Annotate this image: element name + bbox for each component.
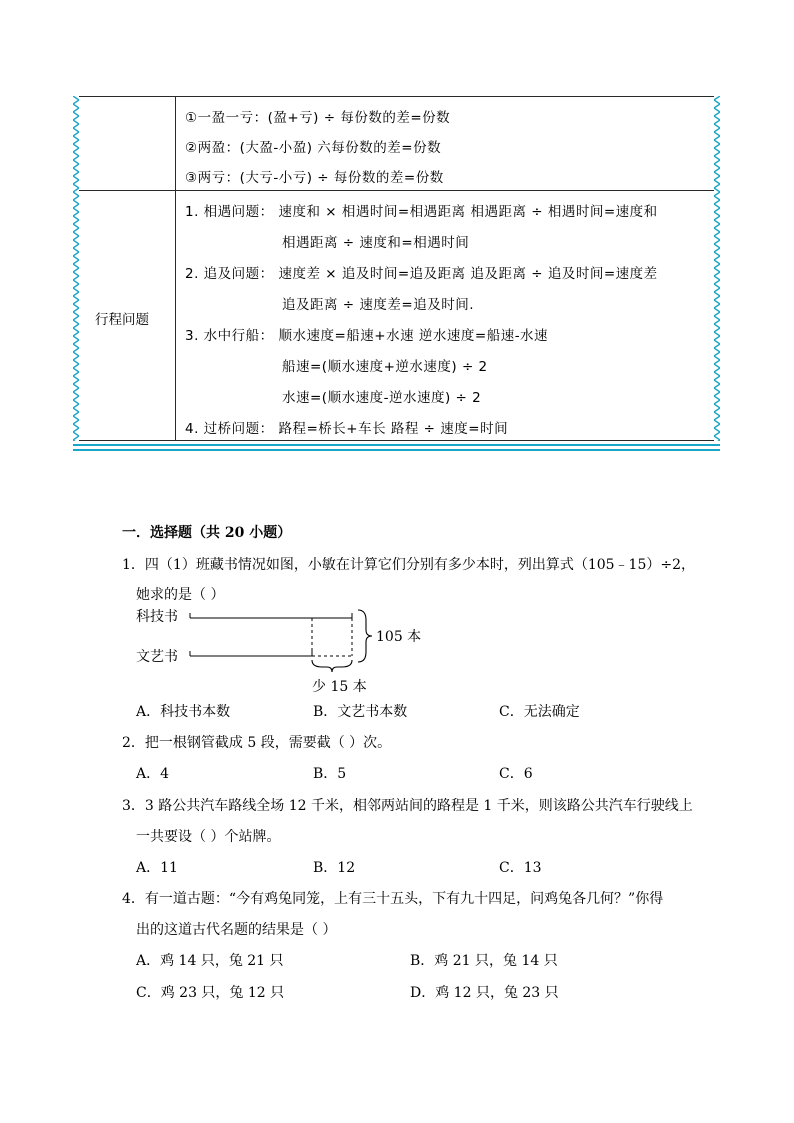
option-a[interactable]: A．鸡 14 只，兔 21 只 [136,953,284,969]
option-b[interactable]: B．5 [313,766,347,782]
question-3-text: 3．3 路公共汽车路线全场 12 千米，相邻两站间的路程是 1 千米，则该路公共汽车行驶线上 [122,798,693,814]
question-4-text: 4．有一道古题：“今有鸡兔同笼，上有三十五头，下有九十四足，问鸡兔各几何？”你得 [122,891,664,907]
row-label-travel: 行程问题 [95,312,149,328]
question-2-text: 2．把一根钢管截成 5 段，需要截（ ）次。 [122,735,392,751]
question-1-text: 1．四（1）班藏书情况如图，小敏在计算它们分别有多少本时，列出算式（105﹣15）÷2， [122,557,695,573]
formula-line: ③两亏：(大亏-小亏) ÷ 每份数的差=份数 [185,170,444,186]
option-c[interactable]: C．13 [499,860,542,876]
formula-line: 4. 过桥问题： 路程=桥长+车长 路程 ÷ 速度=时间 [185,421,509,437]
question-4-text-cont: 出的这道古代名题的结果是（ ） [136,922,337,938]
option-c[interactable]: C．6 [499,766,533,782]
left-decorative-border [73,96,79,441]
option-a[interactable]: A．4 [136,766,170,782]
formula-line: 相遇距离 ÷ 速度和=相遇时间 [282,235,470,251]
section-title: 一．选择题（共 20 小题） [122,525,292,541]
right-decorative-border [714,96,720,441]
formula-line: 船速=(顺水速度+逆水速度) ÷ 2 [282,359,488,375]
formula-line: 2. 追及问题： 速度差 × 追及时间=追及距离 追及距离 ÷ 追及时间=速度差 [185,266,658,282]
label-science-books: 科技书 [136,609,178,625]
option-a[interactable]: A．11 [136,860,178,876]
option-b[interactable]: B．12 [313,860,356,876]
formula-line: 1. 相遇问题： 速度和 × 相遇时间=相遇距离 相遇距离 ÷ 相遇时间=速度和 [185,204,658,220]
option-d[interactable]: D．鸡 12 只，兔 23 只 [410,985,559,1001]
label-difference: 少 15 本 [312,679,367,695]
formula-line: ①一盈一亏：(盈+亏) ÷ 每份数的差=份数 [185,110,451,126]
formula-line: 水速=(顺水速度-逆水速度) ÷ 2 [282,390,482,406]
option-b[interactable]: B．文艺书本数 [313,704,408,720]
option-c[interactable]: C．无法确定 [499,704,580,720]
column-divider [175,96,176,441]
question-3-text-cont: 一共要设（ ）个站牌。 [136,829,281,845]
formula-table [73,96,720,441]
option-c[interactable]: C．鸡 23 只，兔 12 只 [136,985,285,1001]
question-1-text-cont: 她求的是（ ） [136,587,225,603]
label-literature-books: 文艺书 [136,649,178,665]
decorative-band [73,449,720,451]
label-total: 105 本 [376,629,422,645]
formula-line: 3. 水中行船： 顺水速度=船速+水速 逆水速度=船速-水速 [185,328,549,344]
bookshelf-diagram [136,604,436,700]
decorative-band [73,444,720,446]
formula-line: ②两盈：(大盈-小盈) 六每份数的差=份数 [185,140,442,156]
option-b[interactable]: B．鸡 21 只，兔 14 只 [410,953,558,969]
formula-line: 追及距离 ÷ 速度差=追及时间. [282,297,474,313]
option-a[interactable]: A．科技书本数 [136,704,231,720]
